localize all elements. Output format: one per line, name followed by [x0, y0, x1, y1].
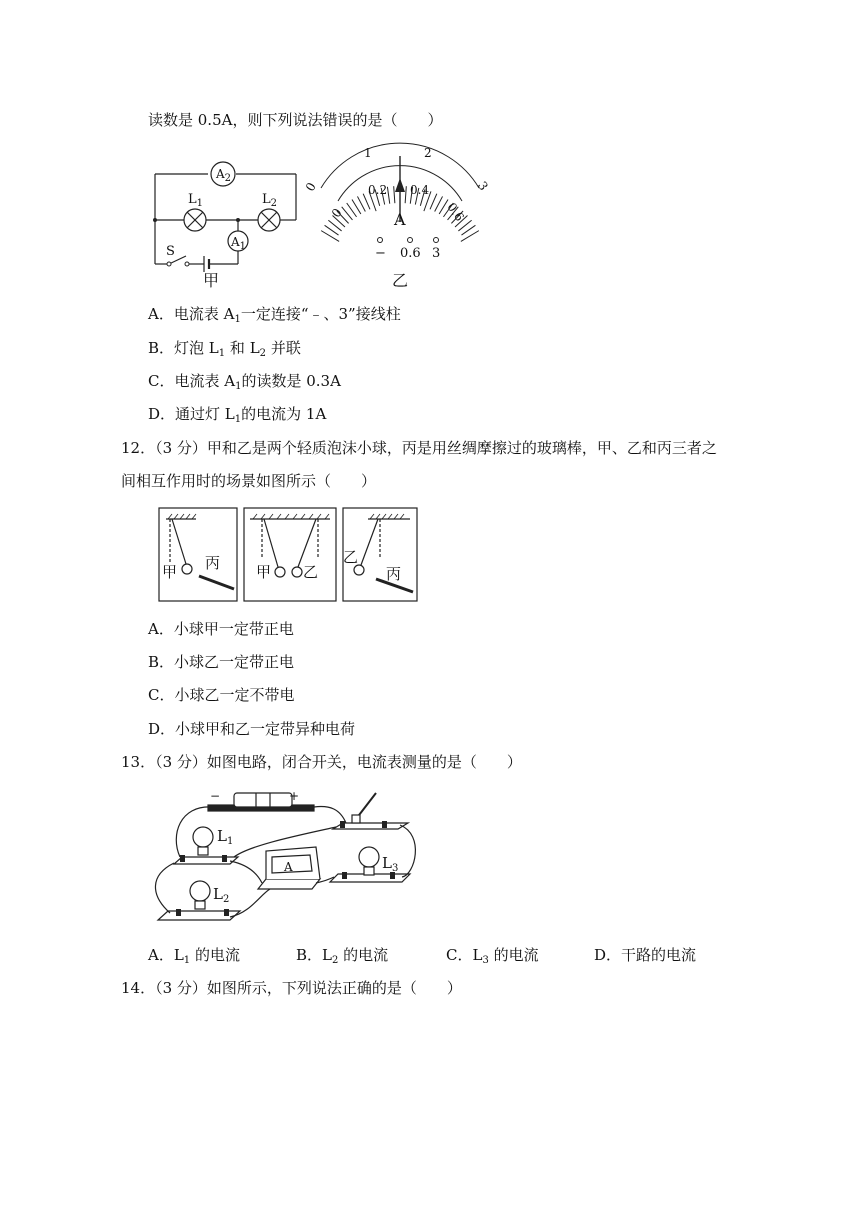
q11-option-d: D．通过灯 $L_1$的电流为 1A: [148, 405, 327, 425]
q12-option-d: D．小球甲和乙一定带异种电荷: [148, 720, 356, 738]
dial-tick: [387, 187, 389, 204]
q12-panel1-jia: 甲: [162, 563, 178, 581]
q14-stem: 14．（3 分）如图所示，下列说法正确的是（ ）: [121, 979, 462, 997]
dial-top-3: 3: [474, 178, 491, 194]
q11-l2-label: $L_2$: [262, 192, 278, 209]
q11-option-b: B．灯泡 $L_1$ 和 $L_2$ 并联: [148, 339, 301, 359]
q13-plus-label: +: [289, 789, 300, 803]
q13-option-d: D．干路的电流: [594, 946, 697, 964]
dial-tick: [405, 186, 406, 203]
q11-yi-label: 乙: [392, 271, 409, 290]
dial-tick: [394, 186, 395, 203]
q13-option-c: C．$L_3$ 的电流: [446, 946, 539, 966]
q13-meter-label: A: [284, 860, 293, 874]
dial-tick: [430, 194, 437, 210]
dial-terminal-minus: −: [375, 246, 386, 261]
q12-option-b: B．小球乙一定带正电: [148, 653, 295, 671]
dial-bottom-0: 0: [328, 205, 345, 221]
dial-tick: [321, 231, 339, 242]
q11-option-a: A．电流表 $A_1$一定连接“﹣、3”接线柱: [148, 305, 401, 325]
q13-option-b: B．$L_2$ 的电流: [296, 946, 389, 966]
q12-panel3-bing: 丙: [386, 565, 402, 583]
dial-terminal-3: 3: [432, 246, 441, 261]
q12-stem-line1: 12．（3 分）甲和乙是两个轻质泡沫小球，丙是用丝绸摩擦过的玻璃棒，甲、乙和丙三者之: [121, 439, 717, 457]
q12-panel3-yi: 乙: [343, 548, 359, 566]
q13-option-a: A．$L_1$ 的电流: [148, 946, 240, 966]
dial-bottom-1: 0.2: [368, 183, 388, 197]
q11-a1-label: $A_1$: [231, 235, 247, 252]
q11-switch-label: S: [166, 244, 175, 259]
dial-top-0: 0: [302, 180, 319, 194]
q12-option-c: C．小球乙一定不带电: [148, 686, 295, 704]
q12-panel1-bing: 丙: [205, 554, 221, 572]
q11-stem-tail: 读数是 0.5A，则下列说法错误的是（ ）: [148, 111, 443, 129]
dial-tick: [461, 231, 479, 242]
q11-option-c: C．电流表 $A_1$的读数是 0.3A: [148, 372, 341, 392]
q12-stem-line2: 间相互作用时的场景如图所示（ ）: [121, 472, 377, 490]
q13-l1-label: $L_1$: [217, 827, 234, 847]
q11-l1-label: $L_1$: [188, 192, 204, 209]
q12-panel2-jia: 甲: [256, 563, 272, 581]
q13-l3-label: $L_3$: [382, 854, 399, 874]
dial-top-1: 1: [364, 146, 372, 160]
q13-l2-label: $L_2$: [213, 885, 230, 905]
dial-bottom-2: 0.4: [410, 183, 430, 197]
q11-a2-label: $A_2$: [216, 167, 232, 184]
q13-stem: 13．（3 分）如图电路，闭合开关，电流表测量的是（ ）: [121, 753, 522, 771]
q11-jia-label: 甲: [203, 271, 220, 290]
q12-option-a: A．小球甲一定带正电: [148, 620, 294, 638]
dial-tick: [357, 196, 365, 211]
dial-top-2: 2: [424, 146, 432, 160]
q12-panel2-yi: 乙: [303, 563, 319, 581]
dial-terminal-06: 0.6: [400, 246, 421, 261]
q12-pendulum-figure: [158, 507, 420, 603]
dial-unit: A: [394, 210, 406, 229]
dial-bottom-3: 0.6: [444, 200, 467, 224]
q13-minus-label: −: [210, 789, 221, 803]
